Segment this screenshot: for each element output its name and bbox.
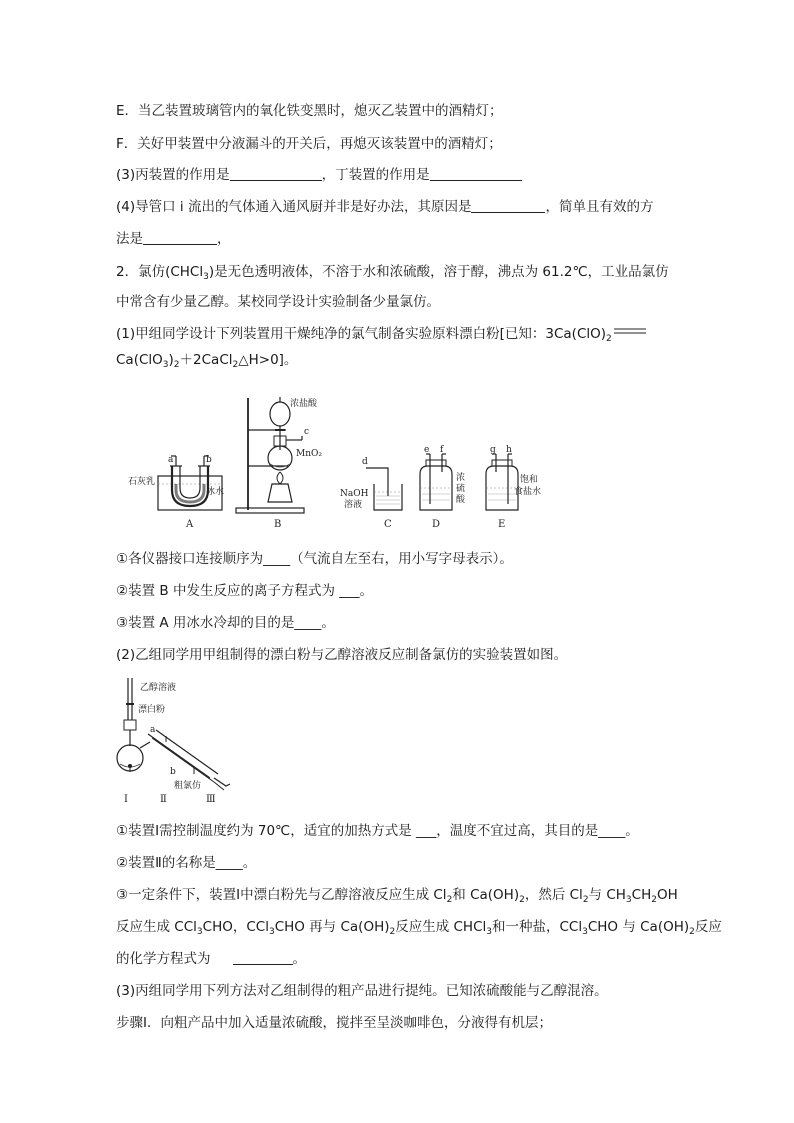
mno2-label: MnO₂ — [296, 449, 322, 459]
sulfuric-label: 硫 — [456, 484, 466, 494]
port-b-label: b — [170, 767, 176, 777]
text-span: 2．氯仿(CHCl — [116, 264, 204, 280]
apparatus-i-label: Ⅰ — [124, 794, 128, 805]
q2-ionic-equation: ②装置 B 中发生反应的离子方程式为 ___。 — [116, 583, 373, 599]
subscript: 2 — [606, 334, 612, 344]
subscript: 3 — [486, 927, 492, 937]
apparatus-figure-1 — [128, 384, 542, 532]
text-span: OH — [656, 887, 678, 903]
naoh-solution-label: 溶液 — [344, 500, 363, 510]
text-span: 反应生成 CCl — [116, 919, 197, 935]
apparatus-b — [236, 397, 322, 530]
apparatus-d-caption: D — [432, 519, 441, 530]
subscript: 2 — [651, 895, 657, 905]
saturated-label: 饱和 — [520, 475, 539, 485]
question-4-cont — [116, 230, 231, 248]
text-span: ③一定条件下，装置Ⅰ中漂白粉先与乙醇溶液反应生成 Cl — [116, 887, 447, 903]
conc-hcl-label: 浓盐酸 — [290, 399, 318, 409]
text-span: ＋2CaCl — [179, 352, 233, 368]
problem-2-intro — [116, 263, 669, 281]
apparatus-a-caption: A — [186, 519, 194, 530]
port-e-label: e — [424, 445, 430, 455]
subscript: 2 — [689, 927, 695, 937]
text-span: CH — [631, 887, 652, 903]
acid-label: 酸 — [456, 495, 466, 505]
apparatus-d — [420, 445, 466, 530]
q3-ice-water-purpose: ③装置 A 用冰水冷却的目的是____。 — [116, 615, 335, 631]
problem-2-intro-cont: 中常含有少量乙醇。某校同学设计实验制备少量氯仿。 — [116, 294, 440, 310]
port-d-label: d — [362, 457, 368, 467]
q7-reaction-cont — [116, 918, 722, 936]
text-span: (1)甲组同学设计下列装置用干燥纯净的氯气制备实验原料漂白粉[已知：3Ca(ClO) — [116, 326, 607, 342]
naoh-label: NaOH — [340, 489, 369, 499]
text-span: 与 CH — [588, 887, 626, 903]
subscript: 3 — [162, 360, 169, 370]
answer-blank[interactable] — [430, 166, 522, 181]
apparatus-ii-label: Ⅱ — [160, 794, 167, 805]
text-span: ) — [168, 352, 174, 368]
q3-mid: ，丁装置的作用是 — [321, 167, 430, 183]
answer-blank[interactable] — [143, 230, 217, 245]
apparatus-c — [340, 457, 402, 530]
subscript: 2 — [389, 927, 396, 937]
q4-suffix: ，简单且有效的方 — [545, 199, 654, 215]
text-span: 和一种盐，CCl — [492, 919, 583, 935]
answer-blank[interactable] — [230, 166, 322, 181]
subscript: 3 — [203, 272, 209, 282]
apparatus-e-caption: E — [498, 519, 506, 530]
subscript: 2 — [519, 895, 525, 905]
question-3 — [116, 166, 522, 184]
apparatus-figure-2 — [110, 674, 240, 808]
answer-blank[interactable] — [233, 950, 293, 965]
q3-prefix: (3)丙装置的作用是 — [116, 167, 230, 183]
text-span: )是无色透明液体，不溶于水和浓硫酸，溶于醇，沸点为 61.2℃，工业品氯仿 — [208, 264, 669, 280]
apparatus-b-caption: B — [274, 519, 282, 530]
subscript: 3 — [196, 927, 203, 937]
apparatus-a — [128, 455, 224, 530]
equilibrium-arrow-icon — [612, 326, 648, 336]
ethanol-solution-label: 乙醇溶液 — [140, 683, 177, 693]
q4-prefix: (4)导管口 i 流出的气体通入通风厨并非是好办法，其原因是 — [116, 199, 472, 215]
q7-equation — [116, 950, 306, 968]
subscript: 2 — [232, 360, 239, 370]
port-g-label: g — [490, 445, 496, 455]
text-span: △H>0]。 — [238, 352, 298, 368]
conc-label: 浓 — [456, 473, 466, 483]
answer-blank[interactable] — [471, 198, 545, 213]
port-c-label: c — [304, 427, 310, 437]
q6-apparatus-name: ②装置Ⅱ的名称是____。 — [116, 855, 257, 871]
ice-water-label: 冰水 — [206, 487, 225, 497]
port-a-label: a — [168, 455, 174, 465]
step-1: 步骤Ⅰ．向粗产品中加入适量浓硫酸，搅拌至呈淡咖啡色，分液得有机层； — [116, 1015, 552, 1031]
text-span: CHO 再与 Ca(OH) — [274, 919, 390, 935]
q7-reaction — [116, 886, 678, 904]
q4-cont-prefix: 法是 — [116, 231, 143, 247]
subscript: 3 — [625, 895, 632, 905]
text-span: 的化学方程式为 — [116, 951, 211, 967]
text-span: 反应 — [694, 919, 722, 935]
port-h-label: h — [506, 445, 512, 455]
q5-heating-method: ①装置Ⅰ需控制温度约为 70℃，适宜的加热方式是 ___，温度不宜过高，其目的是____。 — [116, 823, 639, 839]
port-a-label: a — [150, 725, 156, 735]
text-span: 反应生成 CHCl — [395, 919, 487, 935]
text-span: 。 — [292, 951, 306, 967]
part-1-intro — [116, 325, 648, 343]
text-span: ，然后 Cl — [524, 887, 583, 903]
port-f-label: f — [440, 445, 444, 455]
brine-label: 食盐水 — [514, 487, 542, 497]
lime-milk-label: 石灰乳 — [128, 477, 156, 487]
text-span: 和 Ca(OH) — [452, 887, 520, 903]
apparatus-c-caption: C — [384, 519, 392, 530]
question-4 — [116, 198, 653, 216]
part-3-intro: (3)丙组同学用下列方法对乙组制得的粗产品进行提纯。已知浓硫酸能与乙醇混溶。 — [116, 983, 608, 999]
port-b-label: b — [206, 455, 212, 465]
subscript: 2 — [173, 360, 180, 370]
part-2-intro: (2)乙组同学用甲组制得的漂白粉与乙醇溶液反应制备氯仿的实验装置如图。 — [116, 647, 568, 663]
text-span: CHO，CCl — [202, 919, 269, 935]
subscript: 3 — [268, 927, 275, 937]
q4-cont-suffix: ， — [217, 231, 231, 247]
crude-chloroform-label: 粗氯仿 — [174, 781, 202, 791]
q1-connection-order: ①各仪器接口连接顺序为____（气流自左至右，用小写字母表示）。 — [116, 551, 513, 567]
part-1-intro-cont — [116, 351, 297, 369]
text-span: CHO 与 Ca(OH) — [587, 919, 690, 935]
apparatus-e — [486, 445, 541, 530]
option-f: F．关好甲装置中分液漏斗的开关后，再熄灭该装置中的酒精灯； — [116, 136, 502, 152]
bleaching-powder-label: 漂白粉 — [138, 705, 166, 715]
subscript: 2 — [582, 895, 589, 905]
subscript: 2 — [446, 895, 453, 905]
apparatus-iii-label: Ⅲ — [206, 794, 216, 805]
text-span: Ca(ClO — [116, 352, 163, 368]
option-e: E．当乙装置玻璃管内的氧化铁变黑时，熄灭乙装置中的酒精灯； — [116, 103, 503, 119]
subscript: 3 — [582, 927, 588, 937]
